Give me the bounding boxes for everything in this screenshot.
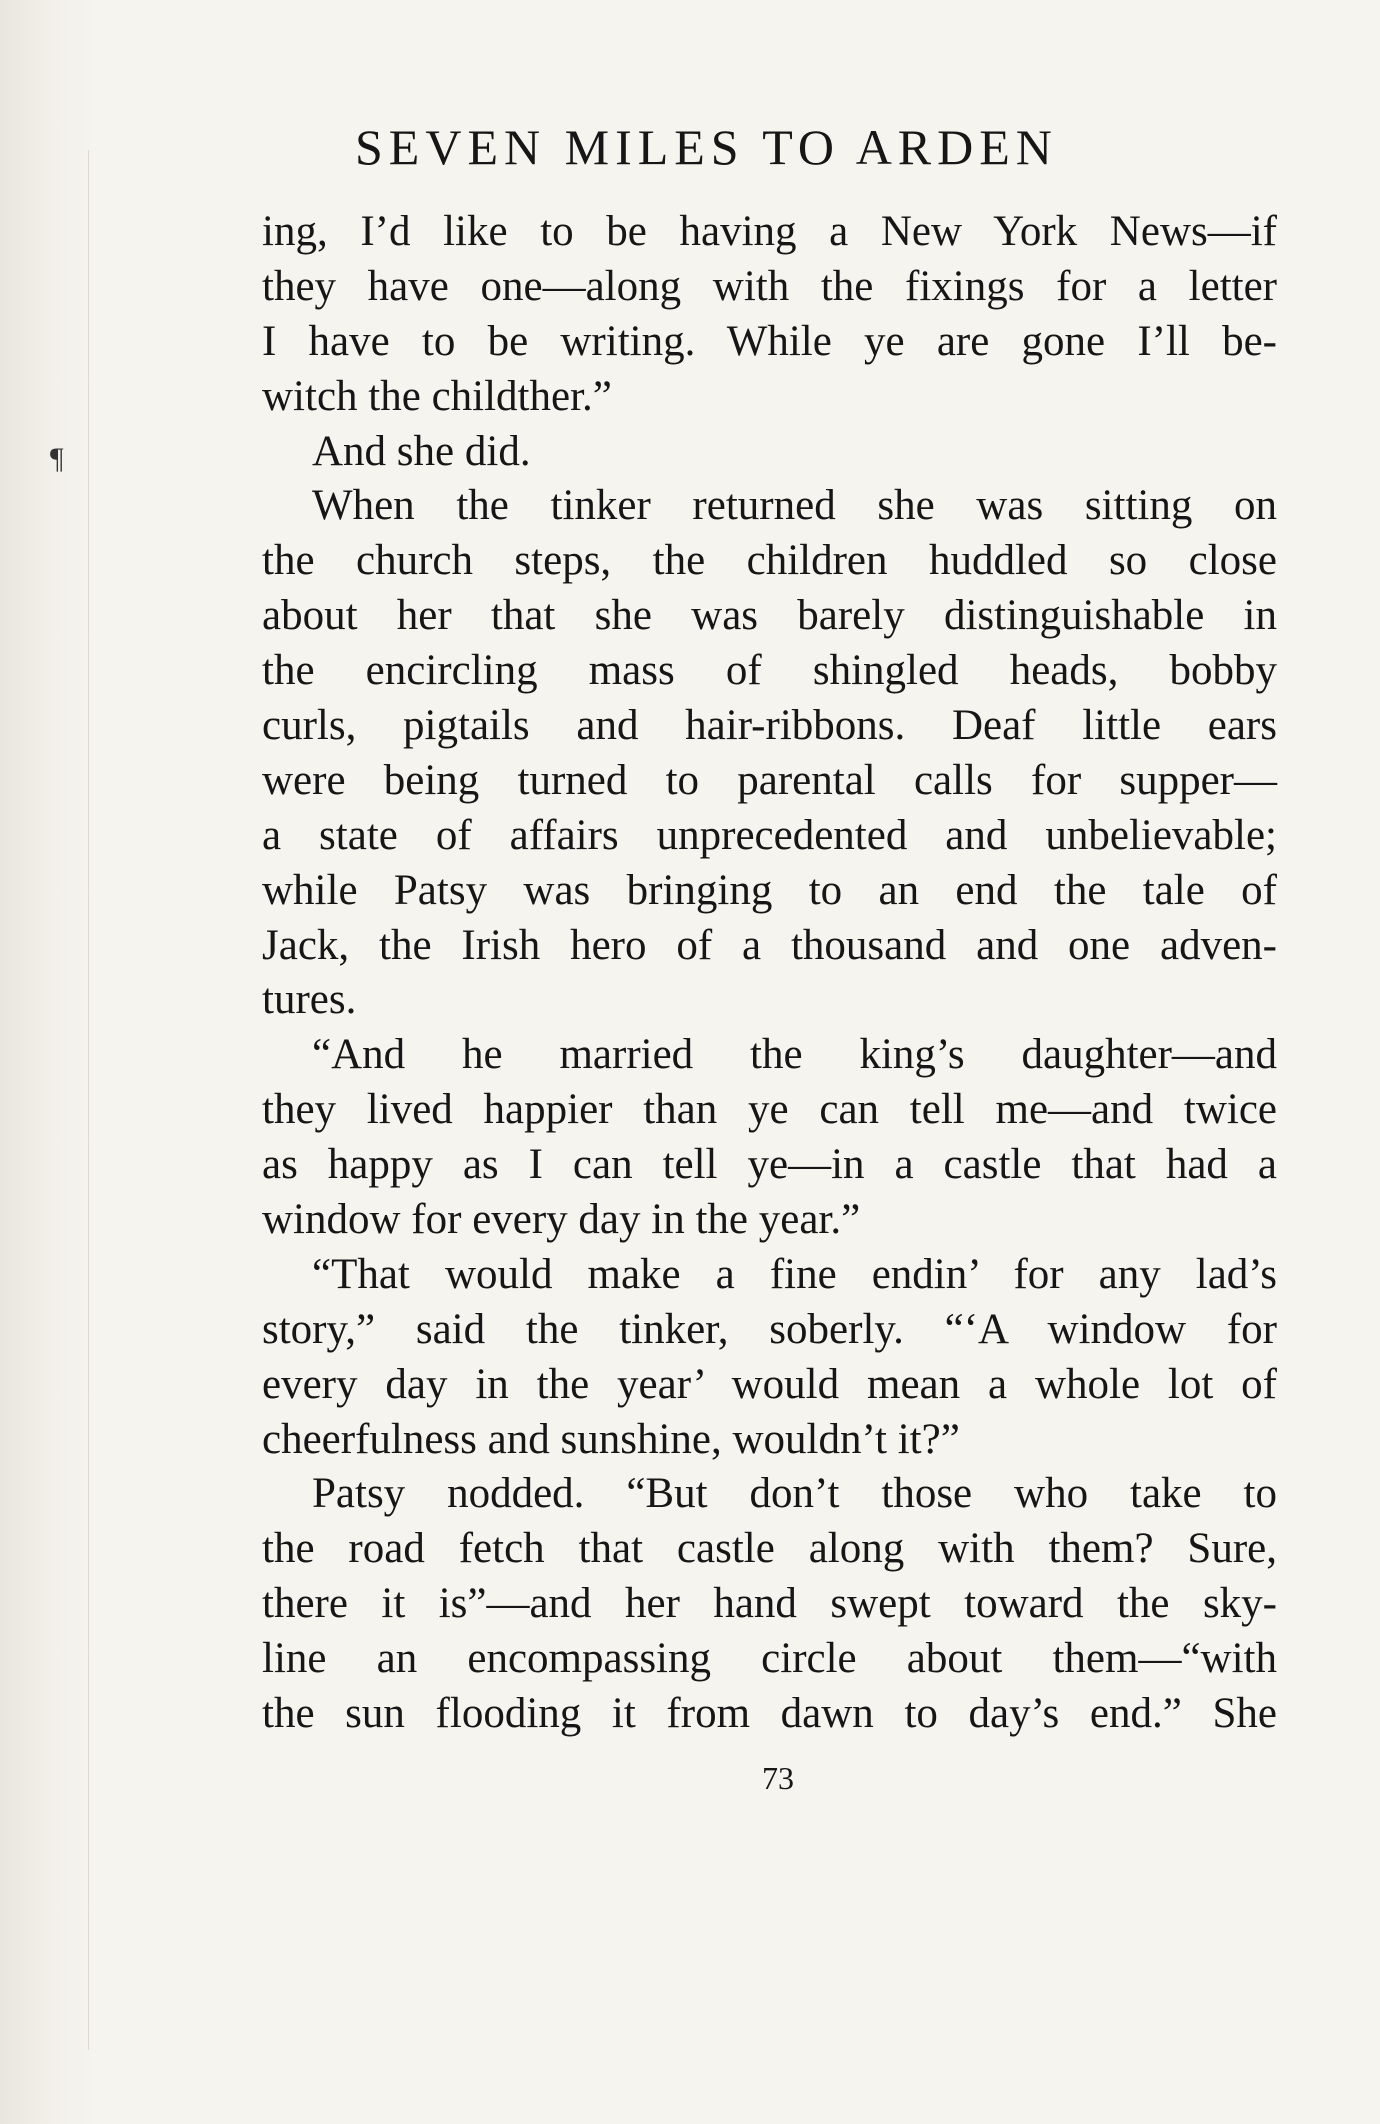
text-line: as happy as I can tell ye—in a castle that had a <box>262 1141 1277 1189</box>
text-line: window for every day in the year.” <box>262 1196 861 1244</box>
text-line: And she did. <box>312 427 531 475</box>
text-line: ing, I’d like to be having a New York News—if <box>262 208 1277 255</box>
text-line: When the tinker returned she was sitting on <box>312 482 1277 530</box>
text-line: every day in the year’ would mean a whole lot of <box>262 1360 1277 1408</box>
text-line: the sun flooding it from dawn to day’s end.” She <box>262 1690 1277 1738</box>
margin-mark: ¶ <box>50 442 64 475</box>
page-gutter <box>0 0 100 2124</box>
text-line: Jack, the Irish hero of a thousand and one adven- <box>262 921 1277 969</box>
text-line: I have to be writing. While ye are gone I’ll be- <box>262 317 1277 365</box>
body-text <box>262 205 1277 1742</box>
text-line: they have one—along with the fixings for a letter <box>262 262 1277 310</box>
running-head: SEVEN MILES TO ARDEN <box>355 119 1058 175</box>
text-line: “That would make a fine endin’ for any lad’s <box>312 1250 1277 1298</box>
text-line: the encircling mass of shingled heads, bobby <box>262 647 1277 695</box>
text-line: witch the childther.” <box>262 372 612 420</box>
text-line: cheerfulness and sunshine, wouldn’t it?” <box>262 1415 960 1463</box>
text-line: curls, pigtails and hair-ribbons. Deaf little ears <box>262 702 1277 750</box>
text-line: story,” said the tinker, soberly. “‘A window for <box>262 1305 1277 1353</box>
page-number: 73 <box>762 1760 794 1796</box>
text-line: the church steps, the children huddled so close <box>262 537 1277 585</box>
text-line: line an encompassing circle about them—“with <box>262 1635 1277 1683</box>
gutter-shadow-line <box>88 150 89 2050</box>
text-line: about her that she was barely distinguishable in <box>262 592 1277 640</box>
text-line: Patsy nodded. “But don’t those who take to <box>312 1470 1277 1518</box>
text-line: there it is”—and her hand swept toward the sky- <box>262 1580 1277 1628</box>
text-line: “And he married the king’s daughter—and <box>312 1031 1277 1079</box>
text-line: tures. <box>262 976 357 1024</box>
text-line: while Patsy was bringing to an end the tale of <box>262 866 1277 914</box>
text-line: a state of affairs unprecedented and unbelievable; <box>262 811 1277 859</box>
text-line: the road fetch that castle along with them? Sure, <box>262 1525 1277 1573</box>
text-line: they lived happier than ye can tell me—and twice <box>262 1086 1277 1134</box>
text-line: were being turned to parental calls for supper— <box>262 756 1277 804</box>
